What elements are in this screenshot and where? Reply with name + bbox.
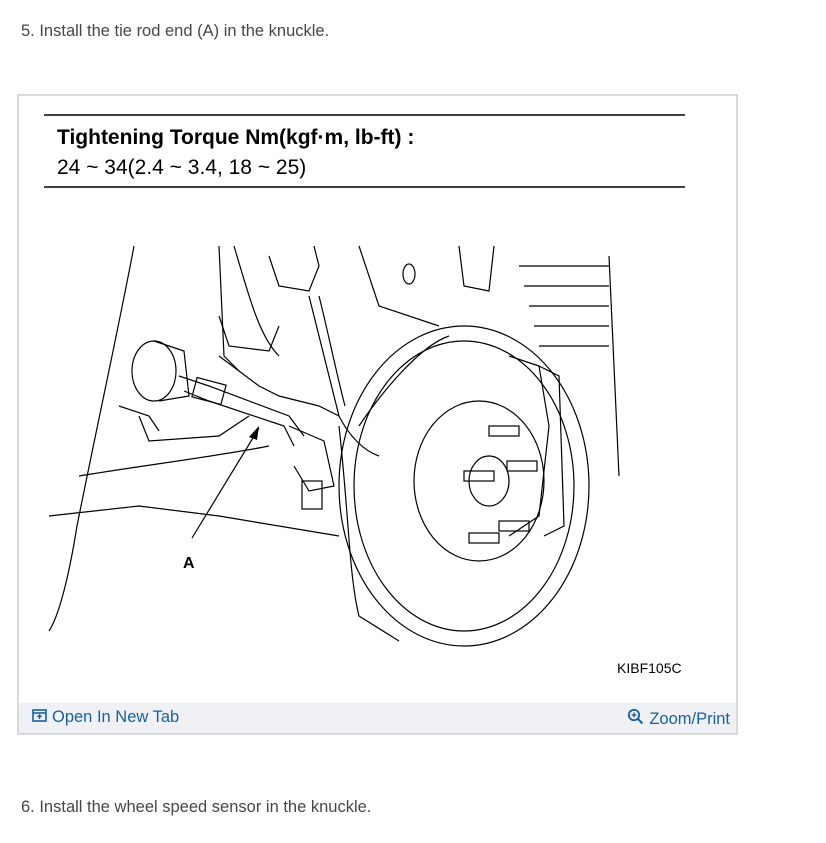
step-6-instruction: 6. Install the wheel speed sensor in the knuckle.: [21, 798, 372, 816]
step-5-instruction: 5. Install the tie rod end (A) in the knuckle.: [21, 22, 330, 40]
figure-card: [17, 94, 738, 735]
figure-footer: [19, 703, 736, 733]
tie-rod-diagram: [19, 96, 736, 703]
spec-value: 24 ~ 34(2.4 ~ 3.4, 18 ~ 25): [57, 156, 307, 179]
figure-code: KIBF105C: [617, 660, 682, 676]
callout-arrowhead: [249, 426, 259, 440]
callout-label-a: A: [183, 555, 195, 572]
open-in-new-tab-icon: [32, 708, 47, 727]
zoom-print-label: Zoom/Print: [649, 709, 730, 728]
spec-title: Tightening Torque Nm(kgf·m, lb-ft) :: [57, 126, 415, 149]
figure-illustration[interactable]: [19, 96, 736, 703]
zoom-print-link[interactable]: [627, 708, 730, 730]
zoom-magnifier-icon: [627, 708, 644, 730]
open-in-new-tab-label: Open In New Tab: [52, 708, 180, 726]
open-in-new-tab-link[interactable]: [32, 708, 179, 727]
suspension-linework: [49, 246, 619, 646]
